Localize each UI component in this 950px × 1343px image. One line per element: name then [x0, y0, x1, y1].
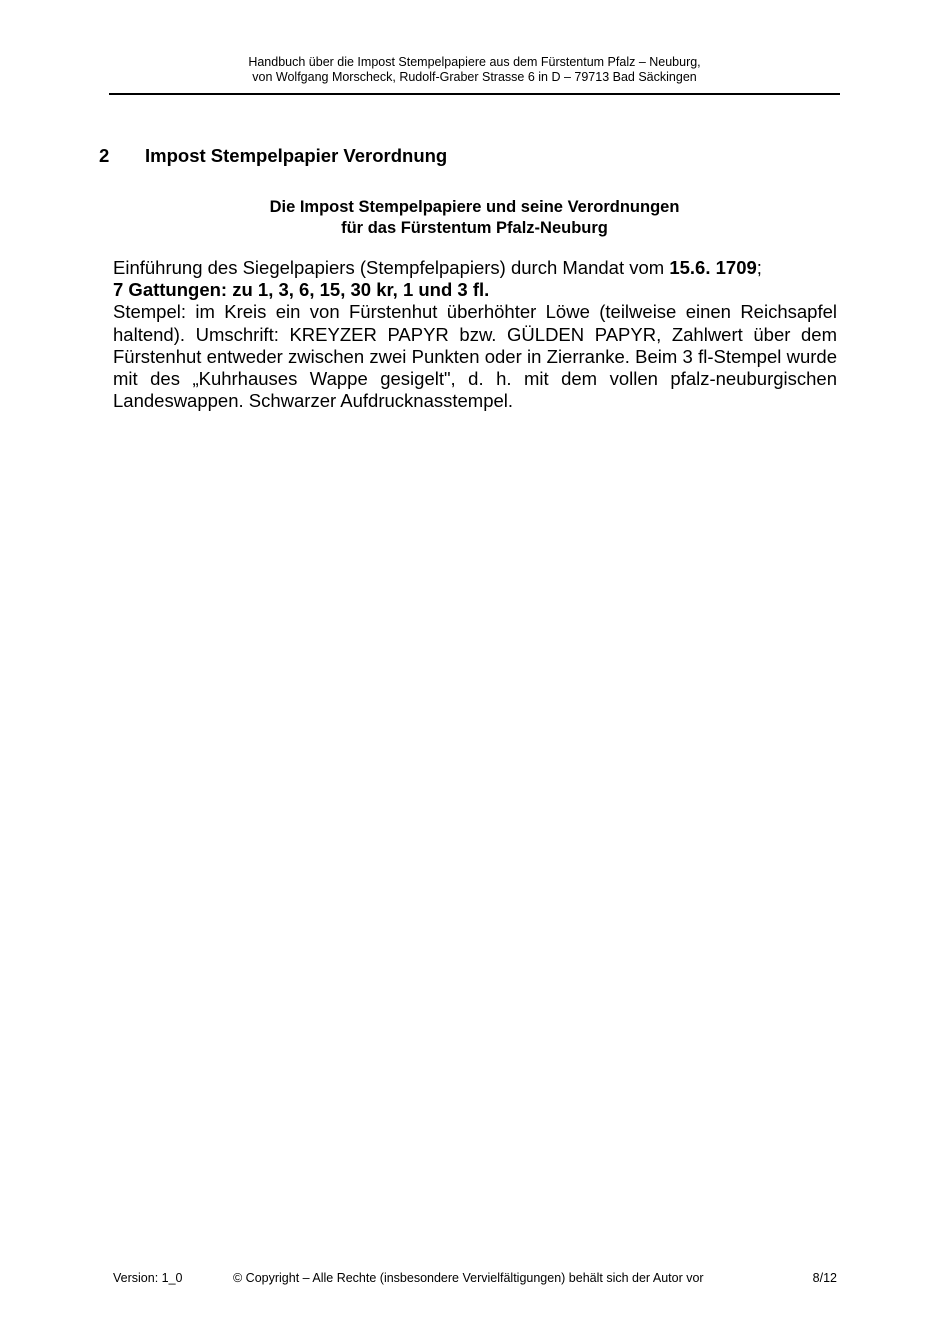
section-title: Impost Stempelpapier Verordnung	[145, 145, 448, 166]
footer-version: Version: 1_0	[113, 1271, 183, 1285]
intro-end: ;	[756, 257, 762, 278]
header-line-1: Handbuch über die Impost Stempelpapiere aus dem Fürstentum Pfalz – Neuburg,	[248, 55, 701, 69]
subtitle-line-1: Die Impost Stempelpapiere und seine Verordnungen	[269, 198, 680, 216]
page-header	[109, 55, 840, 85]
footer-page-number: 8/12	[812, 1271, 837, 1285]
gattungen-line	[113, 279, 837, 301]
document-subtitle	[109, 197, 840, 239]
section-number: 2	[99, 145, 110, 166]
intro-text: Einführung des Siegelpapiers (Stempfelpapiers) durch Mandat vom	[113, 257, 670, 278]
header-divider	[109, 93, 840, 95]
subtitle-line-2: für das Fürstentum Pfalz-Neuburg	[341, 219, 608, 237]
intro-date: 15.6. 1709	[669, 257, 757, 278]
header-line-2: von Wolfgang Morscheck, Rudolf-Graber Strasse 6 in D – 79713 Bad Säckingen	[252, 70, 697, 84]
footer-copyright: © Copyright – Alle Rechte (insbesondere Vervielfältigungen) behält sich der Autor vor	[233, 1271, 704, 1285]
body-text	[113, 257, 837, 412]
intro-paragraph	[113, 257, 837, 279]
section-heading	[99, 145, 447, 167]
stempel-paragraph: Stempel: im Kreis ein von Fürstenhut überhöhter Löwe (teilweise einen Reichsapfel haltend). Umschrift: KREYZER PAPYR bzw. GÜLDEN PAPYR, Zahlwert über dem Fürstenhut entweder zwischen zwei Punkten oder in Zierranke. Beim 3 fl-Stempel wurde mit des „Kuhrhauses Wappe gesigelt", d. h. mit dem vollen pfalz-neuburgischen Landeswappen. Schwarzer Aufdrucknasstempel.	[113, 301, 837, 412]
gattungen-text: 7 Gattungen: zu 1, 3, 6, 15, 30 kr, 1 und 3 fl.	[113, 279, 490, 301]
